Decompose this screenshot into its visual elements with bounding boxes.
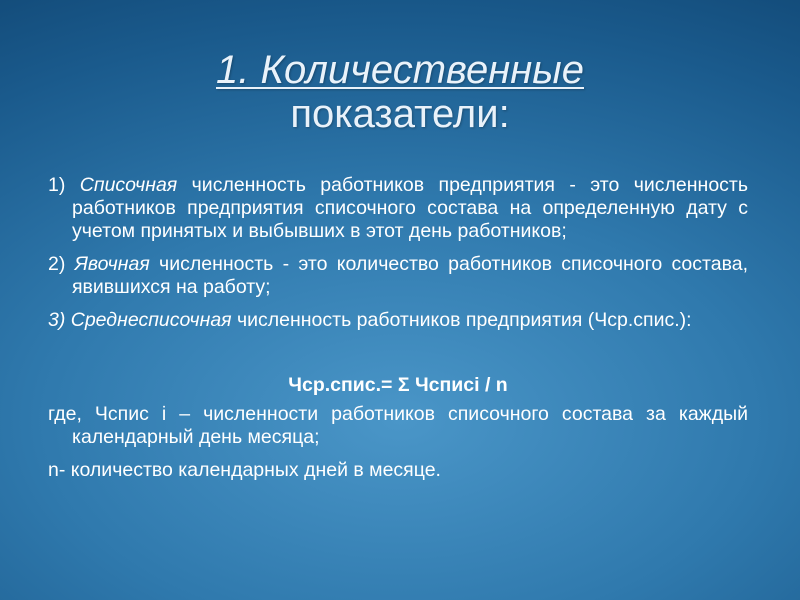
title-line-2: показатели:: [290, 92, 510, 136]
item-text: численность - это количество работников списочного состава, явившихся на работу;: [72, 253, 748, 298]
item-term: Явочная: [74, 253, 150, 275]
list-item: [48, 253, 748, 299]
definition-line: n- количество календарных дней в месяце.: [48, 459, 441, 481]
item-text: численность работников предприятия - это численность работников предприятия списочного состава на определенную дату с учетом принятых и выбывших в этот день работников;: [72, 174, 749, 242]
item-number: 2): [48, 253, 66, 275]
slide-title: [0, 48, 800, 136]
formula: Чср.спис.= Σ Чсписі / n: [288, 374, 508, 396]
item-text: численность работников предприятия (Чср.спис.):: [231, 309, 692, 331]
list-item: [48, 174, 748, 243]
item-term: Списочная: [79, 174, 178, 196]
title-line-1: 1. Количественные: [216, 48, 584, 92]
definition-line: где, Чспис і – численности работников списочного состава за каждый календарный день месяца;: [48, 403, 748, 448]
list-item: [48, 309, 748, 332]
slide-body: [48, 174, 748, 482]
item-term: 3) Среднесписочная: [48, 309, 232, 331]
item-number: 1): [48, 174, 66, 196]
